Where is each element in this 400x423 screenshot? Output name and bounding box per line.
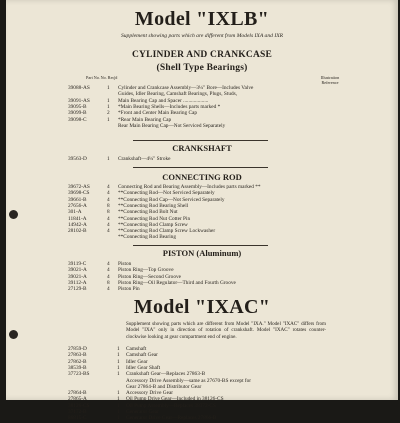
part-description: **Connecting Rod Cap—Not Serviced Separately	[118, 196, 225, 203]
part-number: 39099-B	[68, 110, 87, 117]
part-description: Piston Ring—Second Groove	[118, 273, 181, 280]
part-number: 27863-B	[68, 352, 87, 359]
part-description: Accessory Drive Assembly—same as 27670-BS except for	[126, 377, 252, 384]
part-number: 11841-A	[68, 215, 87, 222]
quantity: 4	[107, 267, 110, 274]
part-number: 38539-B	[68, 364, 87, 371]
part-number: 39098-C	[68, 116, 87, 123]
section-cylinder-heading: CYLINDER AND CRANKCASE	[131, 50, 273, 60]
part-description: Connecting Rod and Bearing Assembly—Includes parts marked **	[118, 184, 261, 190]
quantity: 4	[107, 196, 110, 203]
binder-hole	[9, 330, 18, 339]
part-description: Generator Drive Gear—Replaces 27866-B	[126, 415, 217, 422]
quantity: 8	[107, 202, 110, 209]
section-crankshaft-heading: CRANKSHAFT	[172, 143, 232, 153]
part-number: 39021-A	[68, 273, 87, 280]
part-description: Main Bearing Cap and Spacer ...................	[118, 97, 209, 104]
parts-row	[6, 123, 398, 131]
part-number: 38126-CS	[68, 402, 90, 409]
part-number: 37723-BS	[68, 371, 90, 378]
part-description: Piston Ring—Top Groove	[118, 267, 174, 274]
part-description: *Front and Center Main Bearing Cap	[118, 110, 197, 117]
part-description: Guides, Idler Bearing, Camshaft Bearings, Plugs, Studs,	[118, 91, 238, 98]
model-ixlb-subtitle: Supplement showing parts which are different from Models IXA and IXR	[120, 33, 284, 39]
part-number: 27129-B	[68, 286, 87, 293]
part-description: Piston Ring—Oil Regulator—Third and Fourth Groove	[118, 279, 236, 286]
part-number: 39698-CS	[68, 190, 90, 197]
quantity: 1	[117, 402, 120, 409]
part-number: 39119-C	[68, 261, 87, 267]
part-description: *Main Bearing Shells—Includes parts marked *	[118, 103, 221, 110]
model-ixac-title: Model "IXAC"	[133, 296, 271, 318]
part-description: Gear 27864-B and Distributor Gear	[126, 383, 202, 390]
quantity: 1	[107, 156, 110, 162]
quantity: 8	[107, 279, 110, 286]
parts-row	[6, 415, 398, 423]
part-description: Cylinder and Crankcase Assembly—3¼" Bore—Includes Valve	[118, 85, 254, 91]
part-number: 27864-B	[68, 390, 87, 397]
part-description: Oil Pump Drive Gear—Included in 38126-CS	[126, 396, 224, 403]
part-number: 28102-B	[68, 228, 87, 235]
part-description: **Connecting Rod—Not Serviced Separately	[118, 190, 215, 197]
quantity: 4	[107, 184, 110, 190]
quantity: 4	[107, 228, 110, 235]
model-ixac-description: Supplement showing parts which are different from Model "IXA." Model "IXAC" differs from Model "IXA" only in direction of rotation of crankshaft. Model "IXAC" rotates counter-clockwise looking at gear compartment end of engine.	[126, 321, 326, 340]
quantity: 4	[107, 261, 110, 267]
part-description: Crankshaft—4¼" Stroke	[118, 156, 171, 162]
part-number: 27862-B	[68, 358, 87, 365]
section-piston-heading: PISTON (Aluminum)	[162, 248, 242, 258]
quantity: 1	[107, 103, 110, 110]
part-description: Idler Gear Shaft	[126, 364, 161, 371]
part-description: **Connecting Rod Clamp Screw	[118, 221, 188, 228]
column-header-reference: Illustration Reference	[320, 75, 340, 85]
part-description: Accessory Drive Gear	[126, 390, 174, 397]
part-number: 27656-A	[68, 202, 87, 209]
part-number: 39672-AS	[68, 184, 90, 190]
part-description: **Connecting Rod Bearing Shell	[118, 202, 189, 209]
part-number: 14942-A	[68, 221, 87, 228]
divider	[133, 140, 268, 141]
quantity: 1	[117, 358, 120, 365]
part-number: 39661-B	[68, 196, 87, 203]
parts-catalog-page	[6, 0, 398, 422]
quantity: 4	[107, 221, 110, 228]
column-header-qty: No. Req'd	[100, 75, 118, 80]
quantity: 4	[107, 273, 110, 280]
part-description: **Connecting Rod Bearing	[118, 234, 176, 241]
section-connecting-rod-heading: CONNECTING ROD	[162, 172, 242, 182]
quantity: 1	[117, 415, 120, 422]
part-number: 39021-A	[68, 267, 87, 274]
part-description: Rear Main Bearing Cap—Not Serviced Separately	[118, 122, 226, 129]
quantity: 4	[107, 190, 110, 197]
section-cylinder-subheading: (Shell Type Bearings)	[156, 63, 248, 73]
parts-row	[6, 234, 398, 242]
divider	[133, 167, 268, 168]
model-ixlb-title: Model "IXLB"	[134, 8, 270, 30]
part-description: Generator Gear	[126, 409, 159, 415]
part-number: 39091-AS	[68, 97, 90, 104]
divider	[133, 245, 268, 246]
part-description: Piston Pin	[118, 286, 140, 293]
quantity: 1	[117, 409, 120, 415]
part-description: Crankshaft Gear—Replaces 27863-B	[126, 371, 206, 378]
part-number: 37172-B	[68, 409, 87, 415]
part-number: 301-A	[68, 209, 82, 216]
quantity: 1	[107, 97, 110, 104]
parts-row	[6, 156, 398, 164]
parts-row	[6, 286, 398, 294]
column-header-part: Part No.	[86, 75, 100, 80]
quantity: 2	[107, 110, 110, 117]
part-description: *Rear Main Bearing Cap	[118, 116, 172, 123]
part-number: 39112-A	[68, 279, 87, 286]
part-description: Camshaft	[126, 346, 147, 352]
quantity: 1	[117, 346, 120, 352]
quantity: 1	[117, 364, 120, 371]
quantity: 1	[117, 390, 120, 397]
quantity: 4	[107, 286, 110, 293]
quantity: 4	[107, 215, 110, 222]
part-number: 39095-B	[68, 103, 87, 110]
part-number: 27859-D	[68, 346, 87, 352]
quantity: 8	[107, 209, 110, 216]
part-description: Oil Pump Assembly—Replaces 38372-CS	[126, 402, 216, 409]
part-description: Camshaft Gear	[126, 352, 158, 359]
part-number: 39088-AS	[68, 85, 90, 91]
part-description: **Connecting Rod Bolt Nut	[118, 209, 178, 216]
part-number: 27865-A	[68, 396, 87, 403]
quantity: 1	[117, 371, 120, 378]
quantity: 1	[117, 396, 120, 403]
part-description: **Connecting Rod Nut Cotter Pin	[118, 215, 191, 222]
quantity: 1	[107, 85, 110, 91]
part-description: **Connecting Rod Clamp Screw Lockwasher	[118, 228, 216, 235]
part-description: Piston	[118, 261, 132, 267]
quantity: 1	[107, 116, 110, 123]
part-number: 86815-C	[68, 415, 87, 422]
part-number: 39563-D	[68, 156, 87, 162]
quantity: 1	[117, 352, 120, 359]
part-description: Idler Gear	[126, 358, 148, 365]
